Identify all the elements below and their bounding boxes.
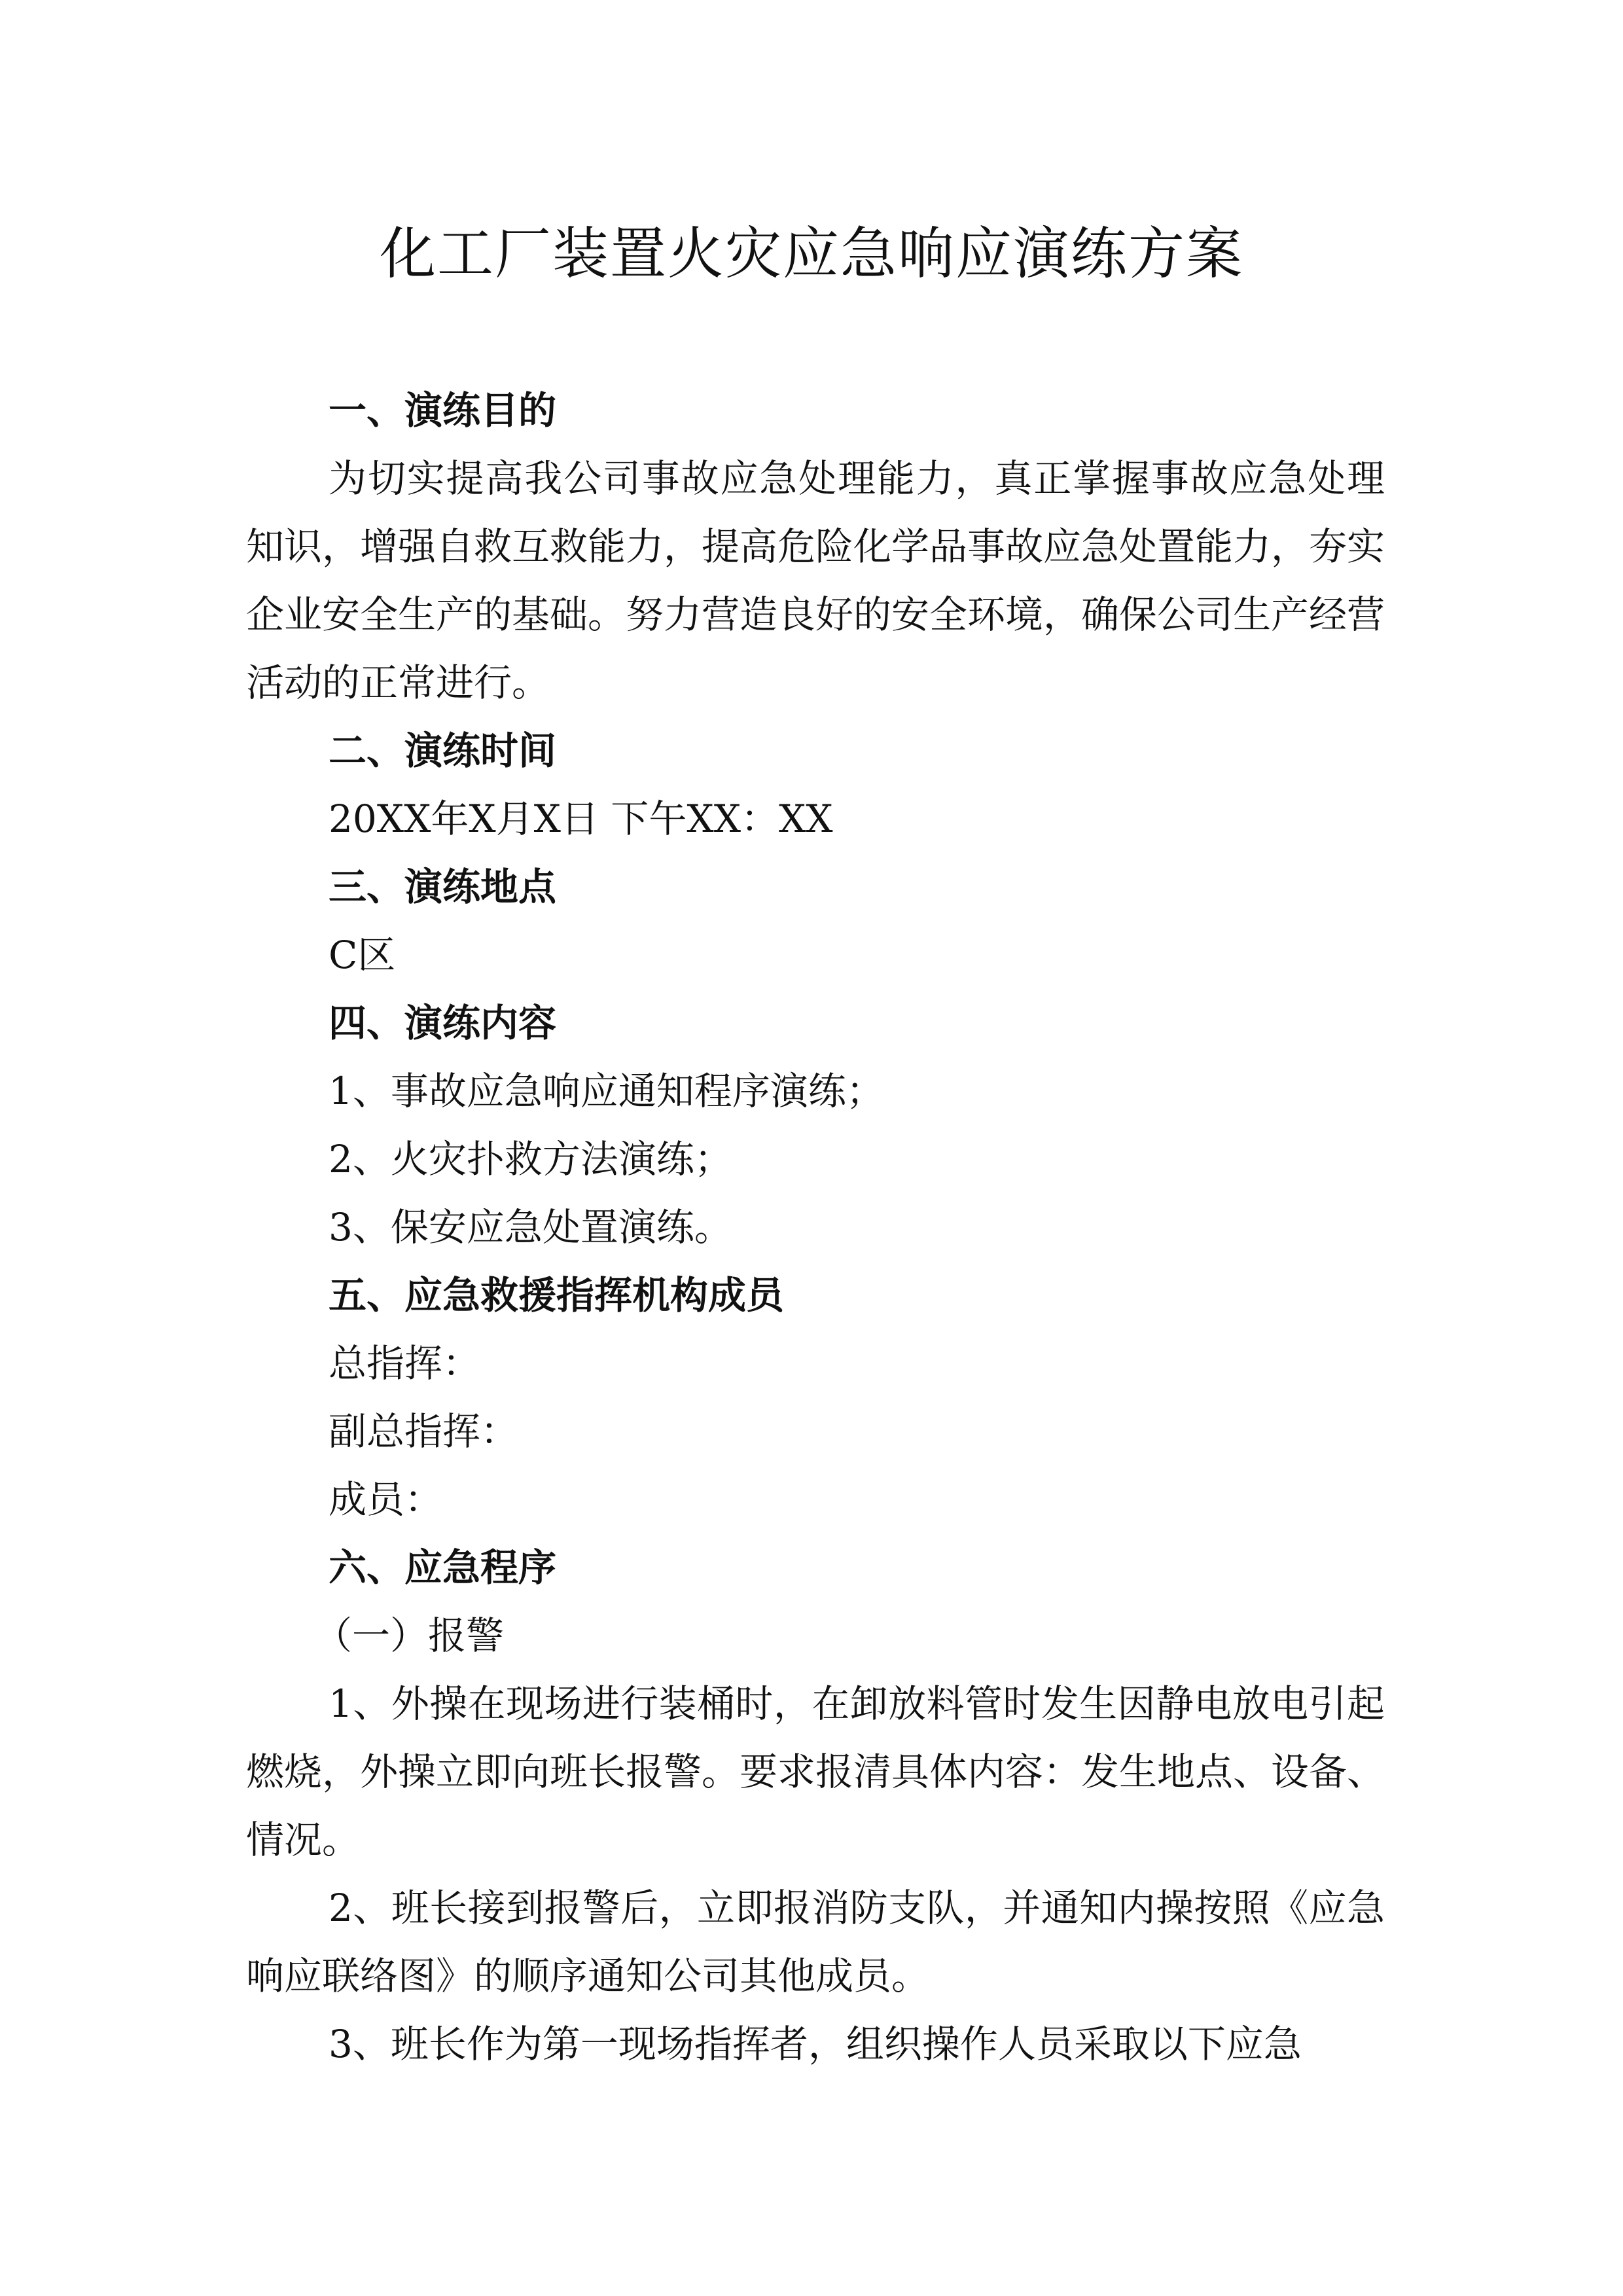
content-list-item: 3、保安应急处置演练。 <box>329 1205 732 1249</box>
section-heading-command: 五、应急救援指挥机构成员 <box>329 1273 785 1318</box>
section-heading-procedure: 六、应急程序 <box>329 1545 557 1590</box>
section-heading-time: 二、演练时间 <box>329 728 557 773</box>
document-title: 化工厂装置火灾应急响应演练方案 <box>380 221 1243 287</box>
procedure-subheading: （一）报警 <box>314 1613 505 1658</box>
document-body <box>246 376 1385 2078</box>
section-heading-location: 三、演练地点 <box>329 865 557 909</box>
content-list-item: 2、火灾扑救方法演练； <box>329 1137 732 1181</box>
deputy-commander-label: 副总指挥： <box>329 1409 519 1454</box>
commander-label: 总指挥： <box>329 1341 481 1386</box>
drill-location-value: C区 <box>329 933 396 977</box>
section-heading-purpose: 一、演练目的 <box>329 388 557 433</box>
drill-time-value: 20XX年X月X日 下午XX：XX <box>329 797 833 841</box>
procedure-paragraph: 2、班长接到报警后，立即报消防支队，并通知内操按照《应急响应联络图》的顺序通知公司其他成员。 <box>246 1886 1385 1998</box>
procedure-paragraph: 1、外操在现场进行装桶时，在卸放料管时发生因静电放电引起燃烧，外操立即向班长报警。要求报清具体内容：发生地点、设备、情况。 <box>246 1681 1385 1862</box>
members-label: 成员： <box>329 1477 443 1522</box>
procedure-paragraph: 3、班长作为第一现场指挥者，组织操作人员采取以下应急 <box>329 2022 1302 2066</box>
purpose-paragraph: 为切实提高我公司事故应急处理能力，真正掌握事故应急处理知识，增强自救互救能力，提高危险化学品事故应急处置能力，夯实企业安全生产的基础。努力营造良好的安全环境，确保公司生产经营活动的正常进行。 <box>246 456 1385 705</box>
content-list-item: 1、事故应急响应通知程序演练； <box>329 1069 884 1113</box>
section-heading-content: 四、演练内容 <box>329 1001 557 1045</box>
